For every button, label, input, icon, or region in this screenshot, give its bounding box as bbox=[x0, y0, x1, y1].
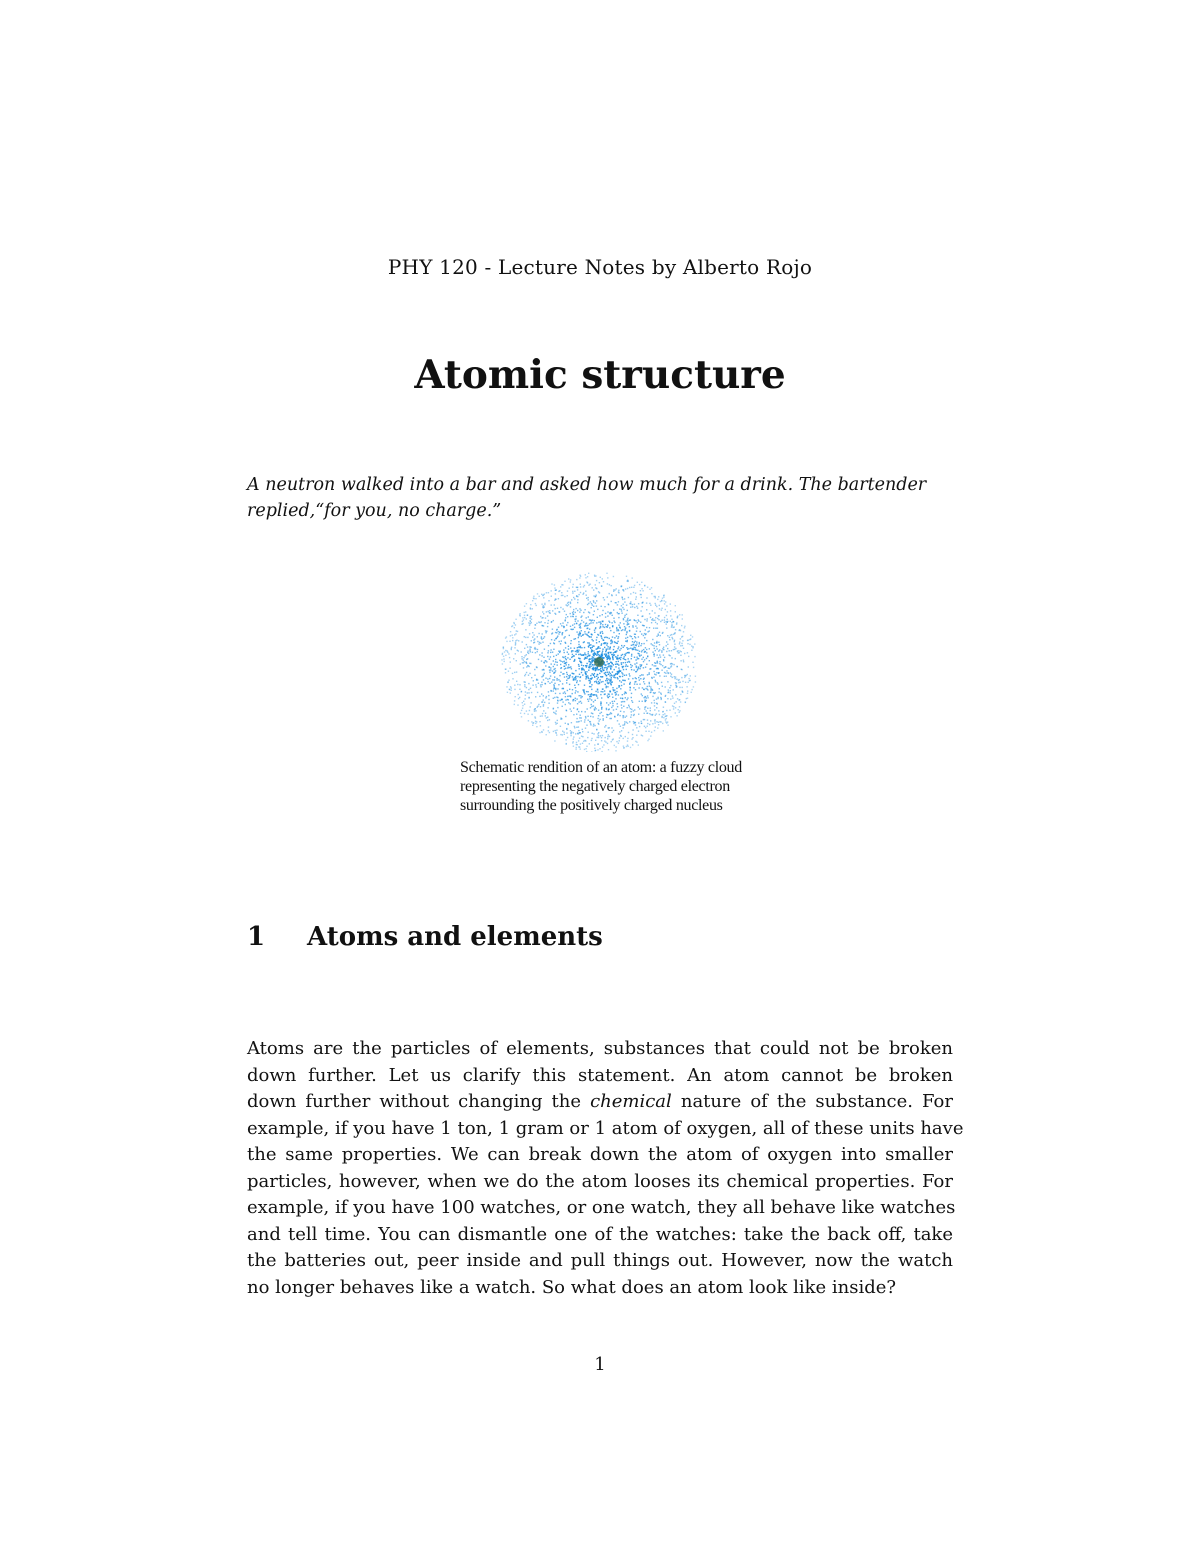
section-heading bbox=[247, 922, 603, 952]
atom-electron-cloud-icon bbox=[495, 572, 707, 752]
emphasis-chemical: chemical bbox=[590, 1091, 672, 1112]
figure-caption bbox=[460, 758, 790, 815]
paragraph-line: the batteries out, peer inside and pull things out. However, now the watch bbox=[247, 1250, 953, 1271]
paragraph-line: and tell time. You can dismantle one of the watches: take the back off, take bbox=[247, 1223, 953, 1245]
paragraph-line-end: nature of the substance. For bbox=[671, 1091, 953, 1112]
epigraph-quote bbox=[247, 472, 953, 524]
atom-figure bbox=[495, 572, 707, 752]
nucleus-icon bbox=[594, 657, 604, 667]
paragraph-line bbox=[247, 1089, 953, 1116]
epigraph-line: A neutron walked into a bar and asked how much for a drink. The bartender bbox=[247, 475, 927, 495]
paragraph-line: no longer behaves like a watch. So what does an atom look like inside? bbox=[247, 1276, 897, 1298]
paragraph-line: the same properties. We can break down the atom of oxygen into smaller bbox=[247, 1144, 953, 1165]
paragraph-line-start: down further without changing the bbox=[247, 1091, 591, 1112]
paragraph-line: Atoms are the particles of elements, substances that could not be broken bbox=[247, 1038, 953, 1059]
section-number: 1 bbox=[247, 922, 266, 952]
page-title: Atomic structure bbox=[414, 352, 786, 398]
page-number: 1 bbox=[594, 1354, 606, 1375]
paragraph-line: example, if you have 1 ton, 1 gram or 1 atom of oxygen, all of these units have bbox=[247, 1117, 964, 1139]
paragraph-line: example, if you have 100 watches, or one watch, they all behave like watches bbox=[247, 1197, 956, 1218]
caption-line: Schematic rendition of an atom: a fuzzy cloud bbox=[460, 759, 742, 776]
section-title: Atoms and elements bbox=[307, 922, 603, 952]
paragraph-line: particles, however, when we do the atom looses its chemical properties. For bbox=[247, 1170, 953, 1192]
caption-line: representing the negatively charged electron bbox=[460, 778, 730, 795]
body-paragraph bbox=[247, 1036, 964, 1301]
paragraph-line: down further. Let us clarify this statement. An atom cannot be broken bbox=[247, 1064, 953, 1086]
caption-line: surrounding the positively charged nucleus bbox=[460, 797, 723, 814]
running-header: PHY 120 - Lecture Notes by Alberto Rojo bbox=[387, 255, 813, 279]
epigraph-line: replied,“for you, no charge.” bbox=[247, 501, 502, 521]
